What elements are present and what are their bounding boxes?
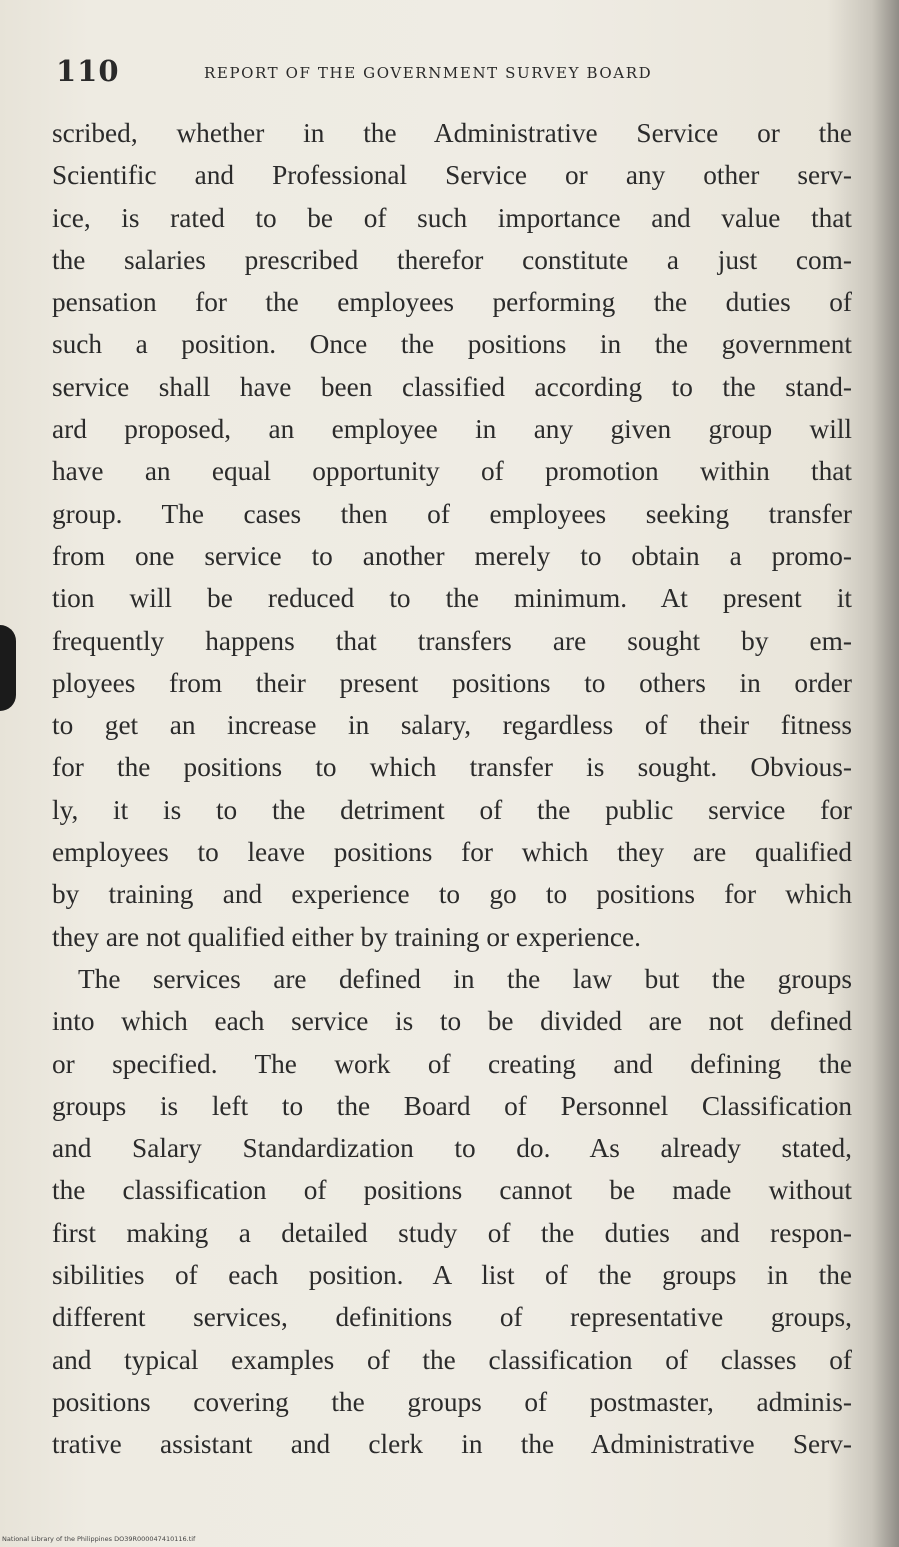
text-line: ard proposed, an employee in any given group will — [52, 414, 852, 445]
text-line: the classification of positions cannot be made without — [52, 1175, 852, 1206]
text-line: tion will be reduced to the minimum. At present it — [52, 583, 852, 614]
text-line: and Salary Standardization to do. As already stated, — [52, 1133, 852, 1164]
page-number: 110 — [56, 54, 120, 88]
text-line: into which each service is to be divided are not defined — [52, 1006, 852, 1037]
text-line: Scientific and Professional Service or any other serv- — [52, 160, 852, 191]
text-line: have an equal opportunity of promotion within that — [52, 456, 852, 487]
text-line: different services, definitions of representative groups, — [52, 1302, 852, 1333]
paragraph-end-line: they are not qualified either by training or experience. — [52, 921, 641, 952]
scan-footer: National Library of the Philippines DO39R000047410116.tif — [2, 1535, 196, 1543]
text-line: frequently happens that transfers are sought by em- — [52, 625, 852, 656]
text-line: by training and experience to go to positions for which — [52, 879, 852, 910]
body-text — [52, 112, 852, 1466]
paragraph-start-line: The services are defined in the law but the groups — [78, 963, 852, 994]
text-line: first making a detailed study of the duties and respon- — [52, 1217, 852, 1248]
running-title: REPORT OF THE GOVERNMENT SURVEY BOARD — [204, 64, 653, 82]
text-line: scribed, whether in the Administrative Service or the — [52, 118, 852, 148]
text-line: positions covering the groups of postmaster, adminis- — [52, 1386, 852, 1417]
text-line: from one service to another merely to obtain a promo- — [52, 540, 852, 571]
text-line: the salaries prescribed therefor constitute a just com- — [52, 244, 852, 275]
text-line: ployees from their present positions to others in order — [52, 667, 852, 698]
text-line: ly, it is to the detriment of the public service for — [52, 794, 852, 825]
text-line: trative assistant and clerk in the Administrative Serv- — [52, 1429, 852, 1460]
text-line: and typical examples of the classification of classes of — [52, 1344, 852, 1375]
text-line: for the positions to which transfer is sought. Obvious- — [52, 752, 852, 783]
text-line: such a position. Once the positions in the government — [52, 329, 852, 360]
scan-margin-blot — [0, 625, 16, 711]
text-line: pensation for the employees performing the duties of — [52, 287, 852, 318]
text-line: group. The cases then of employees seeking transfer — [52, 498, 852, 529]
text-line: sibilities of each position. A list of the groups in the — [52, 1260, 852, 1291]
text-line: or specified. The work of creating and defining the — [52, 1048, 852, 1079]
page-header — [56, 54, 856, 94]
text-line: to get an increase in salary, regardless of their fitness — [52, 710, 852, 741]
text-line: ice, is rated to be of such importance and value that — [52, 202, 852, 233]
text-line: employees to leave positions for which they are qualified — [52, 837, 852, 868]
text-line: service shall have been classified according to the stand- — [52, 371, 852, 402]
text-line: groups is left to the Board of Personnel Classification — [52, 1090, 852, 1121]
